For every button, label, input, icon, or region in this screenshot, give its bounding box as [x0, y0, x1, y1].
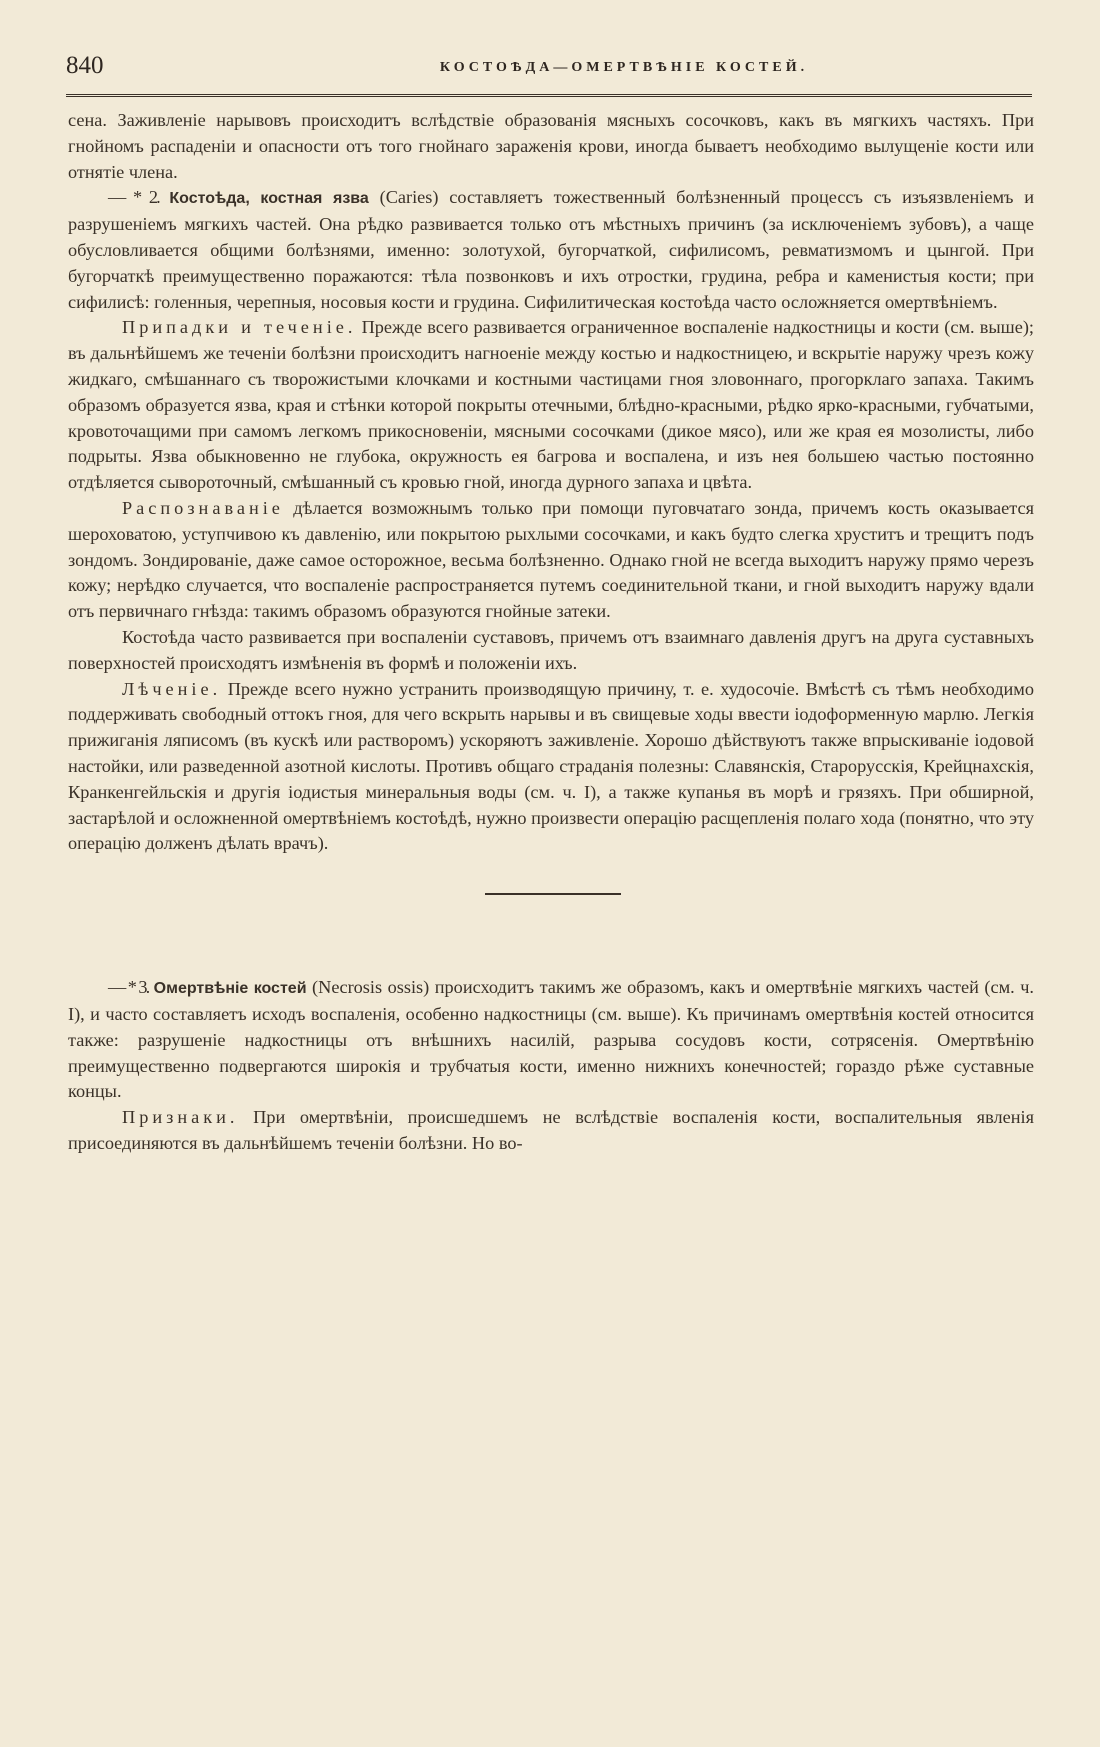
- section-caries: — * 2. Костоѣда, костная язва (Caries) составляетъ тожественный болѣзненный процессъ съ изъязвленіемъ и разрушеніемъ мягкихъ частей. Она рѣдко развивается только отъ мѣстныхъ причинъ (за исключеніемъ зубовъ), а чаще обусловливается общими болѣзнями, именно: золотухой, бугорчаткой, сифилисомъ, ревматизмомъ и цынгой. При бугорчаткѣ преимущественно поражаются: тѣла позвонковъ и ихъ отростки, грудина, ребра и каменистыя кости; при сифилисѣ: голенныя, черепныя, носовыя кости и грудина. Сифилитическая костоѣда часто осложняется омертвѣніемъ.: [68, 187, 1035, 312]
- section-term: Омертвѣніе костей: [153, 980, 307, 998]
- page-number: 840: [66, 52, 104, 79]
- running-title: КОСТОѢДА—ОМЕРТВѢНІЕ КОСТЕЙ.: [439, 60, 809, 75]
- paragraph-diagnosis: Распознаваніе дѣлается возможнымъ только при помощи пуговчатаго зонда, причемъ кость оказывается шероховатою, уступчивою къ давленію, или покрытою рыхлыми сосочками, и какъ будто слегка хруститъ и трещитъ подъ зондомъ. Зондированіе, даже самое осторожное, весьма болѣзненно. Однако гной не всегда выходитъ наружу прямо черезъ кожу; нерѣдко случается, что воспаленіе распространяется путемъ соединительной ткани, и гной выходитъ наружу вдали отъ первичнаго гнѣзда: такимъ образомъ образуются гнойные затеки.: [68, 497, 1034, 622]
- section-necrosis: — * 3. Омертвѣніе костей (Necrosis ossis) происходитъ такимъ же образомъ, какъ и омертвѣніе мягкихъ частей (см. ч. I), и часто составляетъ исходъ воспаленія, особенно надкостницы (см. выше). Къ причинамъ омертвѣнія костей относится также: разрушеніе надкостницы отъ внѣшнихъ насилій, разрыва сосудовъ кости, сотрясенія. Омертвѣнію преимущественно подвергаются широкія и трубчатыя кости, именно нижнихъ конечностей; гораздо рѣже суставные концы.: [68, 977, 1034, 1102]
- paragraph-treatment: Лѣченіе. Прежде всего нужно устранить производящую причину, т. е. худосочіе. Вмѣстѣ съ тѣмъ необходимо поддерживать свободный оттокъ гноя, для чего вскрыть нарывы и въ свищевые ходы ввести іодоформенную марлю. Легкія прижиганія ляписомъ (въ кускѣ или растворомъ) ускоряютъ заживленіе. Хорошо дѣйствуютъ также впрыскиваніе іодовой настойки, или разведенной азотной кислоты. Противъ общаго страданія полезны: Славянскія, Старорусскія, Крейцнахскія, Кранкенгейльскія и другія іодистыя минеральныя воды (см. ч. I), а также купанья въ морѣ и грязяхъ. При обширной, застарѣлой и осложненной омертвѣніемъ костоѣдѣ, нужно произвести операцію расщепленія полаго хода (понятно, что эту операцію долженъ дѣлать врачъ).: [68, 678, 1035, 854]
- paragraph-lead: Припадки и теченіе.: [122, 317, 357, 338]
- section-dash: — * 3.: [108, 977, 149, 998]
- section-dash: — * 2.: [108, 187, 159, 208]
- page-header: [66, 52, 1032, 86]
- section-term: Костоѣда, костная язва: [169, 190, 369, 208]
- paragraph-continuation: сена. Заживленіе нарывовъ происходитъ вслѣдствіе образованія мясныхъ сосочковъ, какъ въ мягкихъ частяхъ. При гнойномъ распаденіи и опасности отъ того гнойнаго зараженія крови, иногда бываетъ необходимо вылущеніе кости или отнятіе члена.: [68, 110, 1034, 182]
- paragraph-joints: Костоѣда часто развивается при воспаленіи суставовъ, причемъ отъ взаимнаго давленія другъ на друга суставныхъ поверхностей происходятъ измѣненія въ формѣ и положеніи ихъ.: [68, 626, 1034, 673]
- paragraph-lead: Признаки.: [122, 1107, 239, 1128]
- page-body: [68, 108, 1034, 1157]
- paragraph-signs: Признаки. При омертвѣніи, происшедшемъ не вслѣдствіе воспаленія кости, воспалительныя явленія присоединяются въ дальнѣйшемъ теченіи болѣзни. Но во-: [68, 1107, 1034, 1153]
- paragraph-lead: Распознаваніе: [122, 497, 284, 518]
- paragraph-lead: Лѣченіе.: [122, 678, 222, 699]
- section-divider-area: [68, 857, 1034, 953]
- section-divider: [485, 893, 621, 895]
- header-rule: [66, 94, 1032, 99]
- paragraph-symptoms: Припадки и теченіе. Прежде всего развивается ограниченное воспаленіе надкостницы и кости (см. выше); въ дальнѣйшемъ же теченіи болѣзни происходитъ нагноеніе между костью и надкостницею, и вскрытіе наружу чрезъ кожу жидкаго, смѣшаннаго съ творожистыми клочками и костными частицами гноя зловоннаго, прогорклаго запаха. Такимъ образомъ образуется язва, края и стѣнки которой покрыты отечными, блѣдно-красными, рѣдко ярко-красными, губчатыми, кровоточащими при самомъ легкомъ прикосновеніи, мясными сосочками (дикое мясо), или же края ея мозолисты, либо подрыты. Язва обыкновенно не глубока, окружность ея багрова и воспалена, и изъ нея большею частью постоянно отдѣляется сывороточный, смѣшанный съ кровью гной, иногда дурного запаха и цвѣта.: [68, 317, 1034, 493]
